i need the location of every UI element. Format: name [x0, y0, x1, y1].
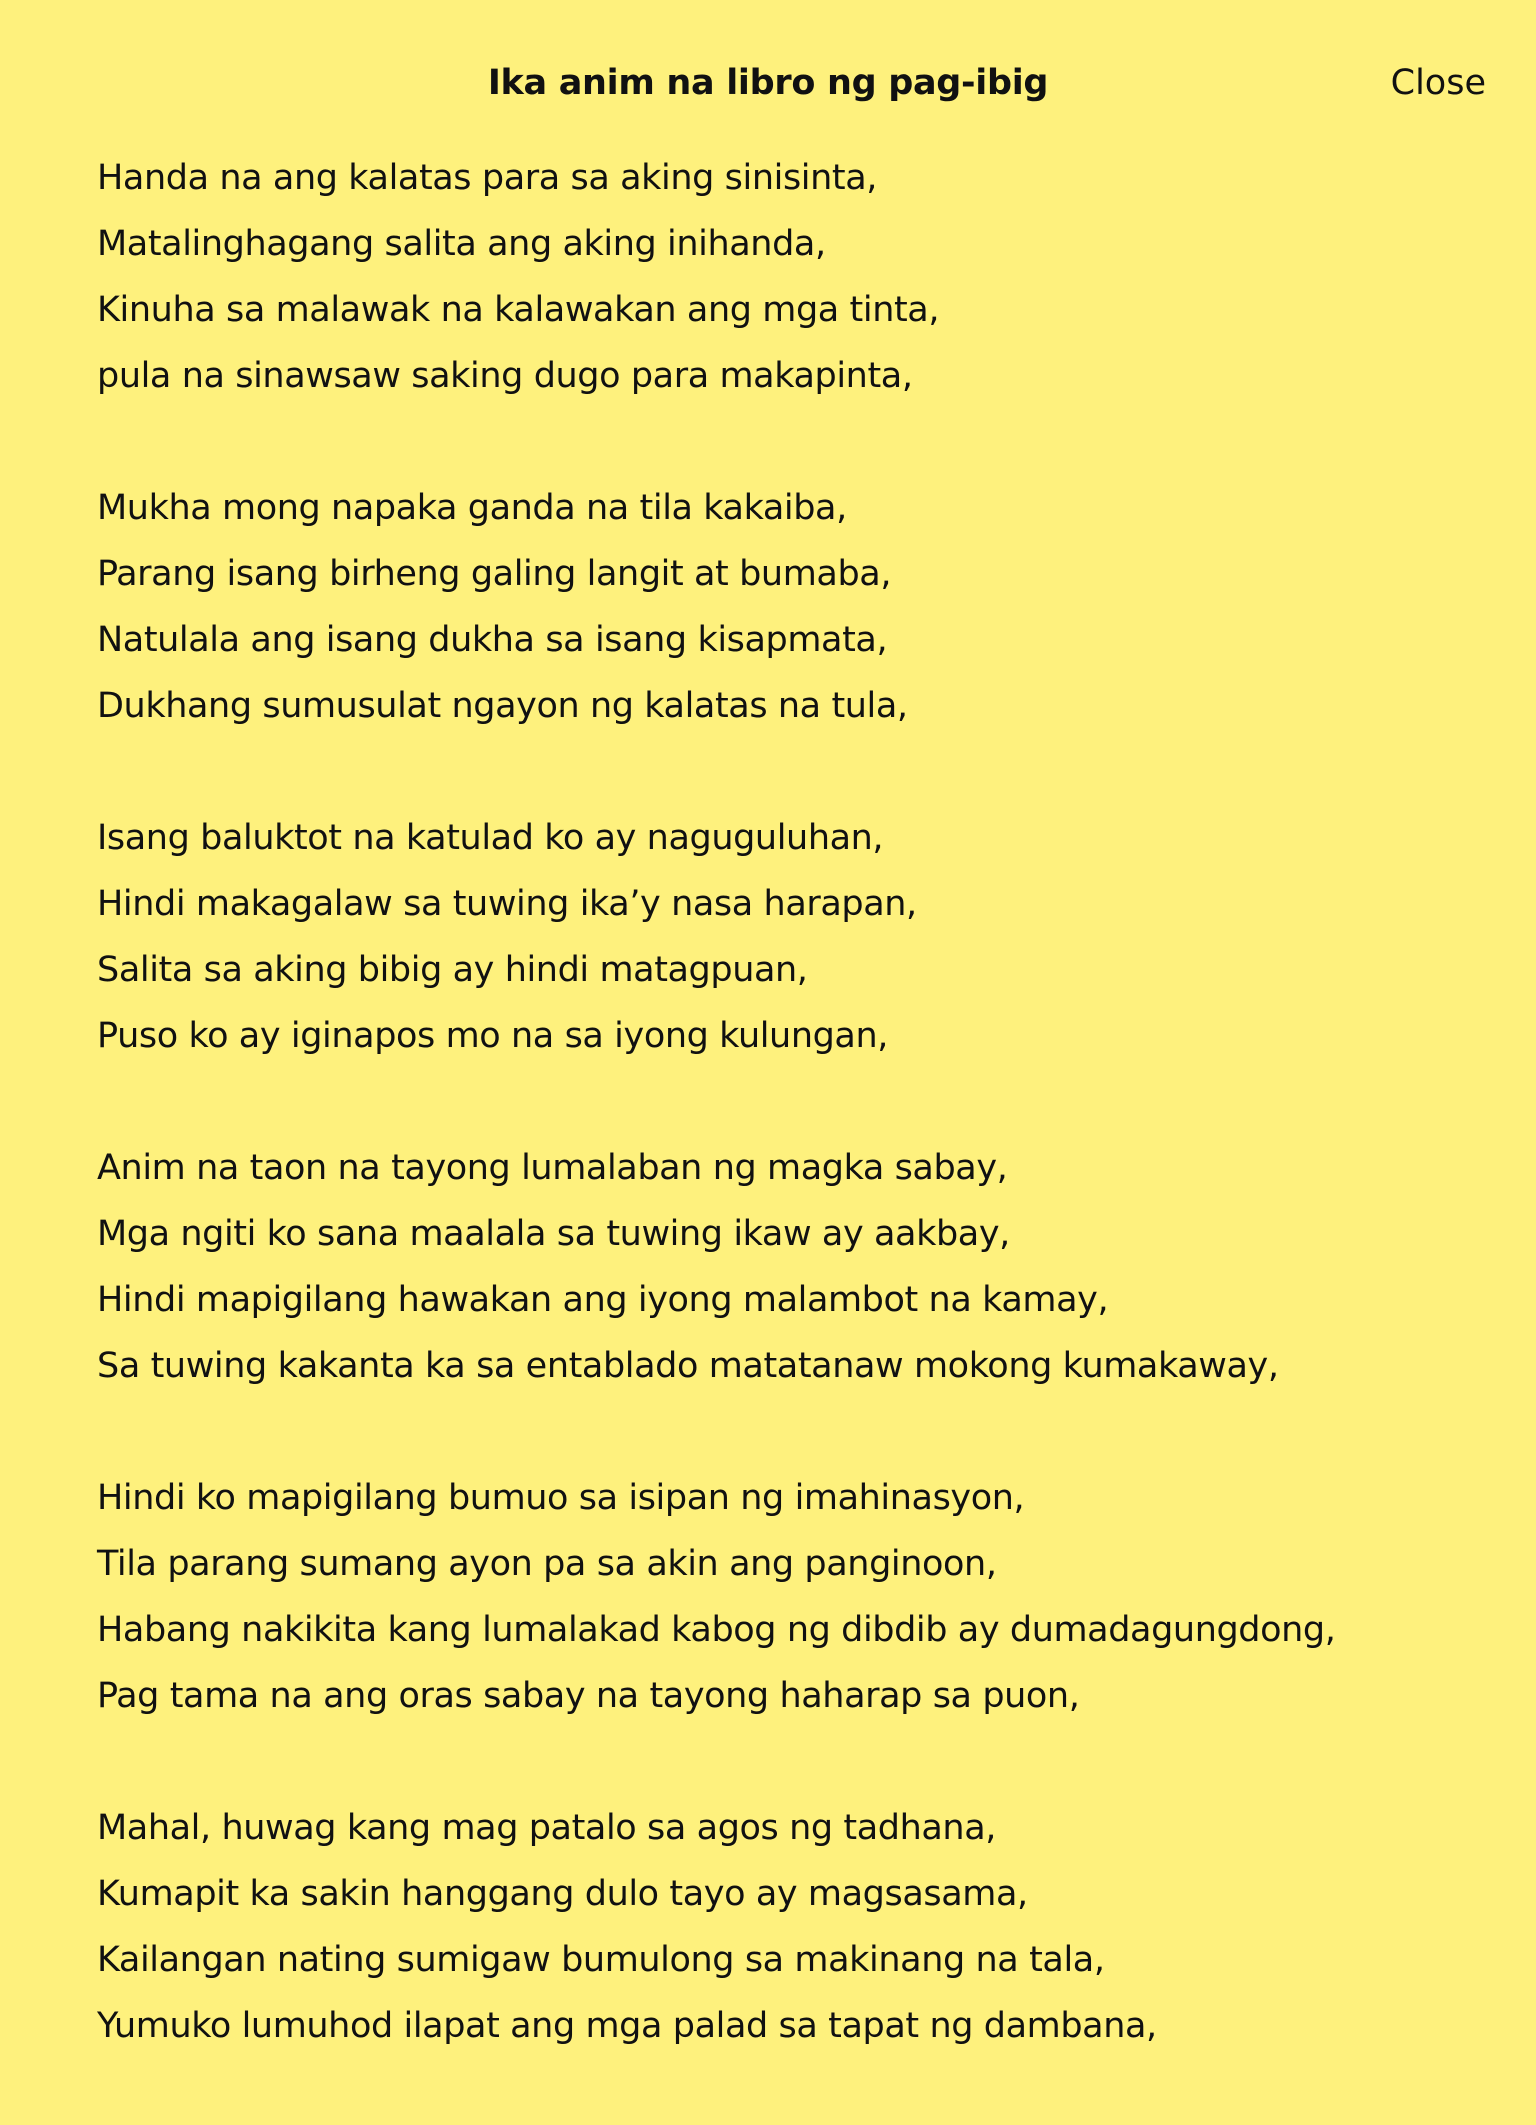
poem-line: Habang nakikita kang lumalakad kabog ng dibdib ay dumadagungdong,: [97, 1610, 1336, 1650]
poem-line: Mga ngiti ko sana maalala sa tuwing ikaw ay aakbay,: [97, 1214, 1010, 1254]
poem-line: Anim na taon na tayong lumalaban ng magka sabay,: [97, 1148, 1008, 1188]
poem-line: Kinuha sa malawak na kalawakan ang mga tinta,: [97, 290, 940, 330]
poem-line: Tila parang sumang ayon pa sa akin ang panginoon,: [97, 1544, 997, 1584]
poem-line: Sa tuwing kakanta ka sa entablado matatanaw mokong kumakaway,: [97, 1346, 1279, 1386]
poem-line: Natulala ang isang dukha sa isang kisapmata,: [97, 620, 888, 660]
poem-line: Hindi makagalaw sa tuwing ika’y nasa harapan,: [97, 884, 917, 924]
stanza-3: [97, 805, 1497, 1069]
poem-line: Mukha mong napaka ganda na tila kakaiba,: [97, 488, 847, 528]
poem-line: Hindi mapigilang hawakan ang iyong malambot na kamay,: [97, 1280, 1109, 1320]
poem-line: Dukhang sumusulat ngayon ng kalatas na tula,: [97, 686, 908, 726]
poem-line: Isang baluktot na katulad ko ay naguguluhan,: [97, 818, 884, 858]
poem-line: Handa na ang kalatas para sa aking sinisinta,: [97, 158, 877, 198]
stanza-1: [97, 145, 1497, 409]
poem-line: Kailangan nating sumigaw bumulong sa makinang na tala,: [97, 1940, 1105, 1980]
poem-line: Yumuko lumuhod ilapat ang mga palad sa tapat ng dambana,: [97, 2006, 1157, 2046]
poem-line: Puso ko ay iginapos mo na sa iyong kulungan,: [97, 1016, 888, 1056]
poem-line: Matalinghagang salita ang aking inihanda,: [97, 224, 826, 264]
stanza-4: [97, 1135, 1497, 1399]
stanza-6: [97, 1795, 1497, 2059]
stanza-2: [97, 475, 1497, 739]
navigation-bar: [0, 0, 1536, 150]
poem-body: [97, 145, 1497, 2125]
page-title: Ika anim na libro ng pag-ibig: [487, 63, 1049, 103]
poem-line: Salita sa aking bibig ay hindi matagpuan,: [97, 950, 808, 990]
close-button[interactable]: Close: [1391, 58, 1486, 108]
poem-line: pula na sinawsaw saking dugo para makapinta,: [97, 356, 913, 396]
poem-line: Kumapit ka sakin hanggang dulo tayo ay magsasama,: [97, 1874, 1028, 1914]
poem-line: Pag tama na ang oras sabay na tayong haharap sa puon,: [97, 1676, 1080, 1716]
poem-line: Parang isang birheng galing langit at bumaba,: [97, 554, 892, 594]
stanza-5: [97, 1465, 1497, 1729]
poem-line: Hindi ko mapigilang bumuo sa isipan ng imahinasyon,: [97, 1478, 1025, 1518]
poem-line: Mahal, huwag kang mag patalo sa agos ng tadhana,: [97, 1808, 996, 1848]
